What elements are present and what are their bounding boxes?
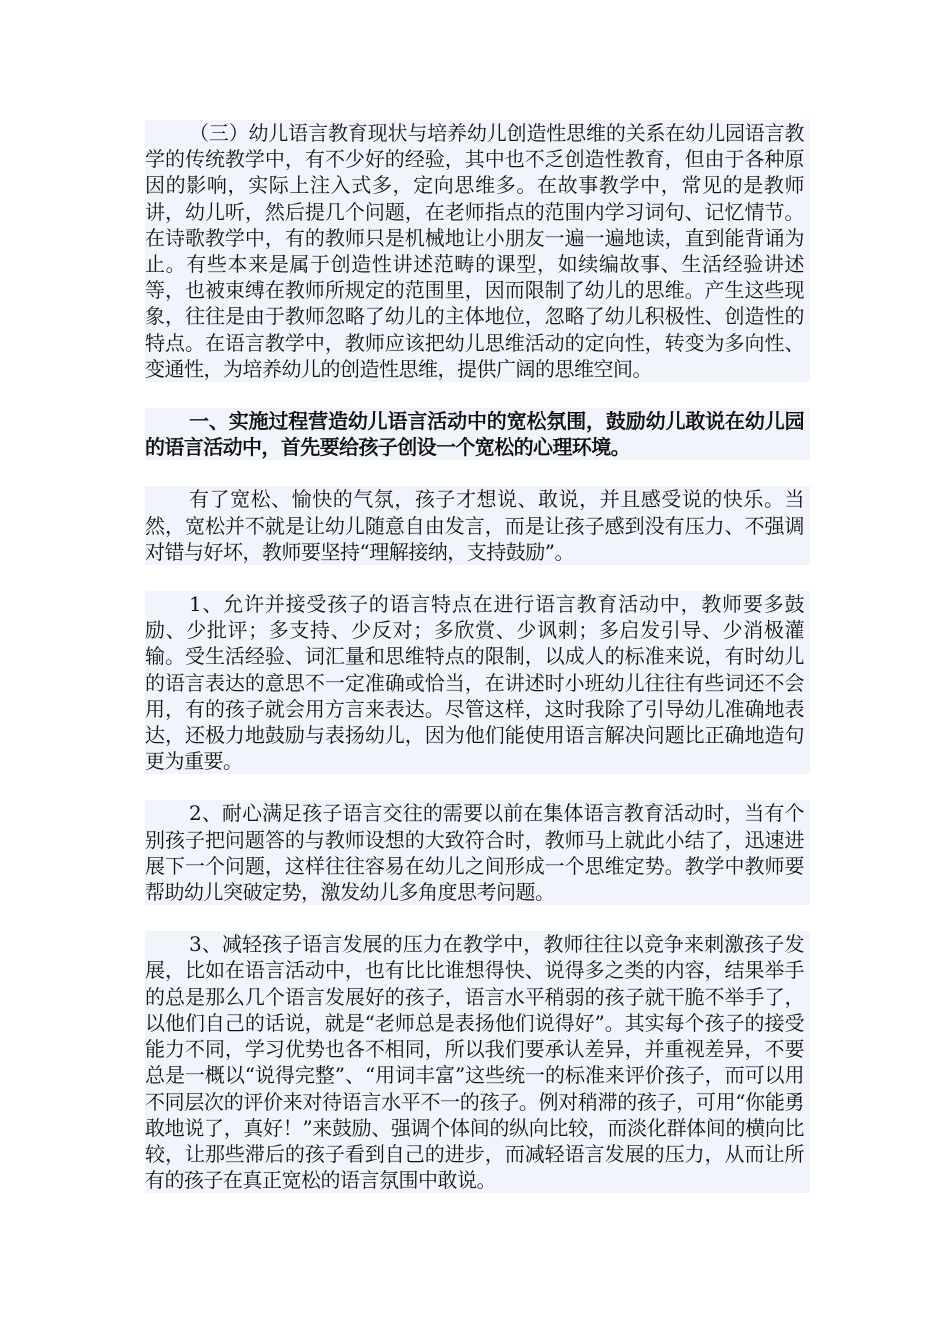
paragraph-spacer (145, 905, 810, 931)
paragraph-spacer (145, 774, 810, 800)
paragraph-point-2: 2、耐心满足孩子语言交往的需要以前在集体语言教育活动时，当有个别孩子把问题答的与教师设想的大致符合时，教师马上就此小结了，迅速进展下一个问题，这样往往容易在幼儿之间形成一个思维定势。教学中教师要帮助幼儿突破定势，激发幼儿多角度思考问题。 (145, 800, 810, 905)
paragraph-spacer (145, 565, 810, 591)
paragraph-intro: （三）幼儿语言教育现状与培养幼儿创造性思维的关系在幼儿园语言教学的传统教学中，有不少好的经验，其中也不乏创造性教育，但由于各种原因的影响，实际上注入式多，定向思维多。在故事教学中，常见的是教师讲，幼儿听，然后提几个问题，在老师指点的范围内学习词句、记忆情节。在诗歌教学中，有的教师只是机械地让小朋友一遍一遍地读，直到能背诵为止。有些本来是属于创造性讲述范畴的课型，如续编故事、生活经验讲述等，也被束缚在教师所规定的范围里，因而限制了幼儿的思维。产生这些现象，往往是由于教师忽略了幼儿的主体地位，忽略了幼儿积极性、创造性的特点。在语言教学中，教师应该把幼儿思维活动的定向性，转变为多向性、变通性，为培养幼儿的创造性思维，提供广阔的思维空间。 (145, 120, 810, 382)
paragraph-point-3: 3、减轻孩子语言发展的压力在教学中，教师往往以竞争来刺激孩子发展，比如在语言活动中，也有比比谁想得快、说得多之类的内容，结果举手的总是那么几个语言发展好的孩子，语言水平稍弱的孩子就干脆不举手了，以他们自己的话说，就是“老师总是表扬他们说得好”。其实每个孩子的接受能力不同，学习优势也各不相同，所以我们要承认差异，并重视差异，不要总是一概以“说得完整”、“用词丰富”这些统一的标准来评价孩子，而可以用不同层次的评价来对待语言水平不一的孩子。例对稍滞的孩子，可用“你能勇敢地说了，真好！”来鼓励、强调个体间的纵向比较，而淡化群体间的横向比较，让那些滞后的孩子看到自己的进步，而减轻语言发展的压力，从而让所有的孩子在真正宽松的语言氛围中敢说。 (145, 931, 810, 1193)
paragraph-spacer (145, 382, 810, 408)
section-heading: 一、实施过程营造幼儿语言活动中的宽松氛围，鼓励幼儿敢说在幼儿园的语言活动中，首先要给孩子创设一个宽松的心理环境。 (145, 408, 810, 460)
paragraph-atmosphere: 有了宽松、愉快的气氛，孩子才想说、敢说，并且感受说的快乐。当然，宽松并不就是让幼儿随意自由发言，而是让孩子感到没有压力、不强调对错与好坏，教师要坚持“理解接纳，支持鼓励”。 (145, 486, 810, 565)
document-body (145, 120, 810, 1193)
paragraph-spacer (145, 460, 810, 486)
paragraph-point-1: 1、允许并接受孩子的语言特点在进行语言教育活动中，教师要多鼓励、少批评；多支持、少反对；多欣赏、少讽刺；多启发引导、少消极灌输。受生活经验、词汇量和思维特点的限制，以成人的标准来说，有时幼儿的语言表达的意思不一定准确或恰当，在讲述时小班幼儿往往有些词还不会用，有的孩子就会用方言来表达。尽管这样，这时我除了引导幼儿准确地表达，还极力地鼓励与表扬幼儿，因为他们能使用语言解决问题比正确地造句更为重要。 (145, 591, 810, 774)
